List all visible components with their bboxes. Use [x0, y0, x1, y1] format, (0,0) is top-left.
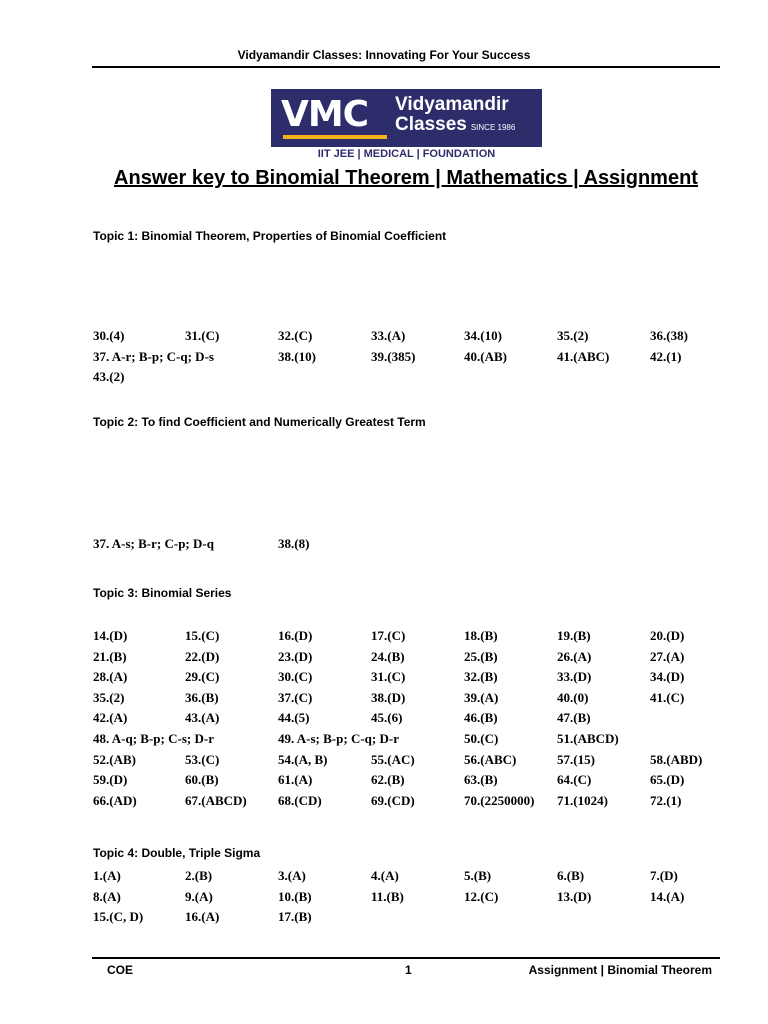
answer-item: 30.(4): [93, 328, 125, 343]
answer-item: 33.(A): [371, 328, 406, 343]
answer-item: 42.(A): [93, 710, 128, 726]
answer-item: 10.(B): [278, 888, 312, 904]
answer-item: 40.(0): [557, 689, 589, 705]
answer-item: 38.(10): [278, 348, 316, 364]
answer-item: 36.(38): [650, 328, 688, 343]
logo-tagline: IIT JEE | MEDICAL | FOUNDATION: [317, 148, 496, 160]
answer-item: 16.(A): [185, 909, 220, 925]
answer-item: 27.(A): [650, 648, 685, 664]
topic-heading: Topic 2: To find Coefficient and Numerically Greatest Term: [93, 415, 426, 429]
answer-item: 67.(ABCD): [185, 792, 247, 808]
answer-item: 51.(ABCD): [557, 731, 619, 746]
answer-item: 59.(D): [93, 772, 128, 788]
answer-item: 37.(C): [278, 689, 313, 705]
answer-item: 23.(D): [278, 648, 313, 664]
answer-item: 33.(D): [557, 669, 592, 685]
logo-since: SINCE 1986: [470, 123, 516, 132]
answer-item: 31.(C): [185, 328, 220, 343]
answer-item: 18.(B): [464, 628, 498, 643]
answer-item: 26.(A): [557, 648, 592, 664]
answer-item: 4.(A): [371, 868, 399, 883]
answer-item: 57.(15): [557, 751, 595, 767]
answer-item: 34.(10): [464, 328, 502, 343]
header-rule: [92, 66, 720, 68]
answer-item: 56.(ABC): [464, 751, 517, 767]
answer-item: 15.(C): [185, 628, 220, 643]
answer-item: 42.(1): [650, 348, 682, 364]
answer-item: 24.(B): [371, 648, 405, 664]
answer-item: 46.(B): [464, 710, 498, 726]
answer-item: 39.(A): [464, 689, 499, 705]
answer-item: 32.(C): [278, 328, 313, 343]
answer-item: 66.(AD): [93, 792, 137, 808]
answer-item: 36.(B): [185, 689, 219, 705]
answer-item: 30.(C): [278, 669, 313, 685]
footer-rule: [92, 957, 720, 959]
header-title: Vidyamandir Classes: Innovating For Your Success: [237, 48, 531, 62]
footer-page-number: 1: [405, 963, 412, 977]
answer-item: 8.(A): [93, 888, 121, 904]
answer-item: 15.(C, D): [93, 909, 144, 925]
answer-item: 49. A-s; B-p; C-q; D-r: [278, 731, 399, 746]
answer-item: 39.(385): [371, 348, 416, 364]
answer-item: 14.(D): [93, 628, 128, 643]
footer-left: COE: [107, 963, 134, 977]
answer-item: 68.(CD): [278, 792, 322, 808]
answer-item: 52.(AB): [93, 751, 136, 767]
answer-item: 61.(A): [278, 772, 313, 788]
answer-item: 17.(B): [278, 909, 312, 925]
answer-item: 48. A-q; B-p; C-s; D-r: [93, 731, 214, 746]
answer-item: 22.(D): [185, 648, 220, 664]
answer-item: 32.(B): [464, 669, 498, 685]
answer-item: 19.(B): [557, 628, 591, 643]
answer-item: 71.(1024): [557, 792, 608, 808]
answer-item: 53.(C): [185, 751, 220, 767]
answer-item: 9.(A): [185, 888, 213, 904]
answer-item: 65.(D): [650, 772, 685, 788]
answer-item: 45.(6): [371, 710, 403, 726]
answer-item: 17.(C): [371, 628, 406, 643]
answer-item: 43.(2): [93, 369, 125, 385]
answer-item: 31.(C): [371, 669, 406, 685]
answer-item: 60.(B): [185, 772, 219, 788]
answer-item: 44.(5): [278, 710, 310, 726]
logo-initials: VMC: [281, 94, 369, 135]
topic-heading: Topic 3: Binomial Series: [93, 586, 232, 600]
answer-item: 62.(B): [371, 772, 405, 788]
footer-right: Assignment | Binomial Theorem: [528, 963, 712, 977]
answer-item: 25.(B): [464, 648, 498, 664]
answer-item: 1.(A): [93, 868, 121, 883]
answer-item: 72.(1): [650, 792, 682, 808]
answer-item: 37. A-s; B-r; C-p; D-q: [93, 536, 214, 551]
answer-item: 3.(A): [278, 868, 306, 883]
answer-item: 16.(D): [278, 628, 313, 643]
answer-item: 40.(AB): [464, 348, 507, 364]
page-title: Answer key to Binomial Theorem | Mathematics | Assignment: [114, 167, 698, 189]
logo-underline: [283, 135, 387, 139]
answer-item: 64.(C): [557, 772, 592, 788]
answer-item: 70.(2250000): [464, 792, 535, 808]
answer-item: 50.(C): [464, 731, 499, 746]
answer-item: 12.(C): [464, 888, 499, 904]
answer-item: 35.(2): [93, 689, 125, 705]
answer-item: 43.(A): [185, 710, 220, 726]
answer-item: 34.(D): [650, 669, 685, 685]
answer-item: 29.(C): [185, 669, 220, 685]
answer-item: 69.(CD): [371, 792, 415, 808]
answer-item: 54.(A, B): [278, 751, 328, 767]
answer-item: 55.(AC): [371, 751, 415, 767]
answer-item: 63.(B): [464, 772, 498, 788]
answer-item: 38.(8): [278, 536, 310, 551]
vmc-logo: [271, 89, 542, 147]
answer-item: 41.(ABC): [557, 348, 610, 364]
answer-item: 11.(B): [371, 888, 404, 904]
answer-item: 41.(C): [650, 689, 685, 705]
answer-item: 6.(B): [557, 868, 585, 883]
answer-item: 14.(A): [650, 888, 685, 904]
answer-item: 28.(A): [93, 669, 128, 685]
answer-item: 20.(D): [650, 628, 685, 643]
answer-item: 35.(2): [557, 328, 589, 343]
answer-item: 47.(B): [557, 710, 591, 726]
answer-item: 21.(B): [93, 648, 127, 664]
answer-item: 5.(B): [464, 868, 492, 883]
logo-name: [395, 95, 515, 138]
answer-item: 38.(D): [371, 689, 406, 705]
answer-item: 58.(ABD): [650, 751, 703, 767]
topic-heading: Topic 4: Double, Triple Sigma: [93, 846, 261, 860]
topic-heading: Topic 1: Binomial Theorem, Properties of Binomial Coefficient: [93, 229, 447, 243]
answer-item: 13.(D): [557, 888, 592, 904]
answer-item: 7.(D): [650, 868, 678, 883]
answer-item: 2.(B): [185, 868, 213, 883]
answer-item: 37. A-r; B-p; C-q; D-s: [93, 348, 214, 364]
logo-name-line1: Vidyamandir: [395, 94, 509, 115]
logo-name-line2: Classes: [395, 114, 467, 135]
